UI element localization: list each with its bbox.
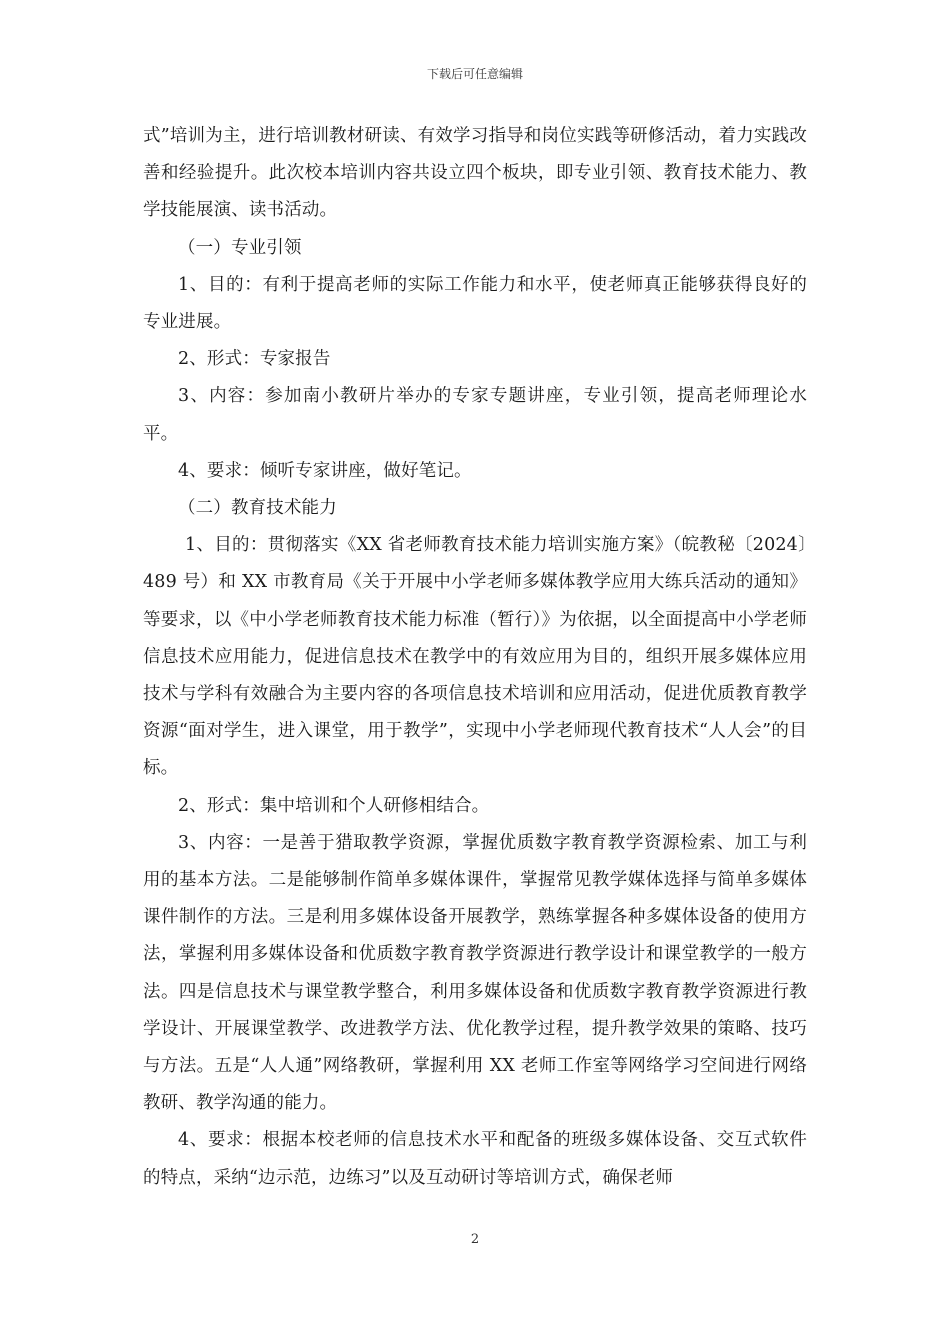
paragraph-content-1: 3、内容：参加南小教研片举办的专家专题讲座，专业引领，提高老师理论水平。 [143,386,807,444]
page-number: 2 [470,1232,480,1247]
paragraph-requirement-2: 4、要求：根据本校老师的信息技术水平和配备的班级多媒体设备、交互式软件的特点，采纳“边示范，边练习”以及互动研讨等培训方式，确保老师 [143,1130,807,1188]
paragraph-form-1: 2、形式：专家报告 [178,349,331,370]
page-header-note: 下载后可任意编辑 [426,67,523,81]
paragraph-content-2: 3、内容：一是善于猎取教学资源，掌握优质数字教育教学资源检索、加工与利用的基本方法。二是能够制作简单多媒体课件，掌握常见教学媒体选择与简单多媒体课件制作的方法。三是利用多媒体设备开展教学，熟练掌握各种多媒体设备的使用方法，掌握利用多媒体设备和优质数字教育教学资源进行教学设计和课堂教学的一般方法。四是信息技术与课堂教学整合，利用多媒体设备和优质数字教育教学资源进行教学设计、开展课堂教学、改进教学方法、优化教学过程，提升教学效果的策略、技巧与方法。五是“人人通”网络教研，掌握利用 XX 老师工作室等网络学习空间进行网络教研、教学沟通的能力。 [143,832,807,1114]
paragraph-requirement-1: 4、要求：倾听专家讲座，做好笔记。 [178,460,472,481]
document-body [143,118,807,1197]
paragraph-purpose-1: 1、目的：有利于提高老师的实际工作能力和水平，使老师真正能够获得良好的专业进展。 [143,274,807,333]
paragraph-form-2: 2、形式：集中培训和个人研修相结合。 [178,795,490,816]
section-heading-professional-guidance: （一）专业引领 [178,237,302,258]
paragraph-intro-continuation: 式”培训为主，进行培训教材研读、有效学习指导和岗位实践等研修活动，着力实践改善和经验提升。此次校本培训内容共设立四个板块，即专业引领、教育技术能力、教学技能展演、读书活动。 [143,126,807,221]
section-heading-education-technology: （二）教育技术能力 [178,498,337,519]
paragraph-purpose-2: 1、目的：贯彻落实《XX 省老师教育技术能力培训实施方案》（皖教秘〔2024〕489 号）和 XX 市教育局《关于开展中小学老师多媒体教学应用大练兵活动的通知》等要求，以《中小学老师教育技术能力标准（暂行）》为依据，以全面提高中小学老师信息技术应用能力，促进信息技术在教学中的有效应用为目的，组织开展多媒体应用技术与学科有效融合为主要内容的各项信息技术培训和应用活动，促进优质教育教学资源“面对学生，进入课堂，用于教学”，实现中小学老师现代教育技术“人人会”的目标。 [143,535,807,779]
